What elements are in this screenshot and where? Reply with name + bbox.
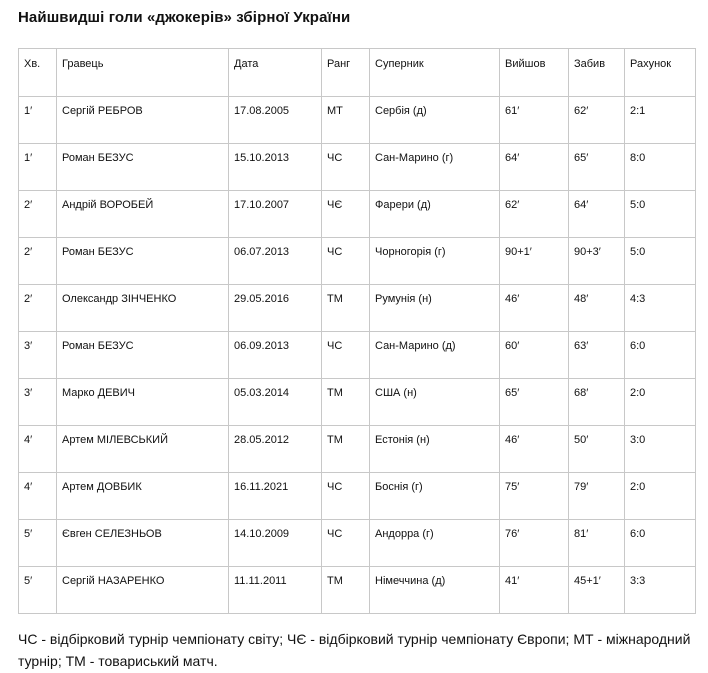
table-row xyxy=(19,191,696,238)
cell-rank: ЧС xyxy=(322,473,370,520)
cell-scored: 45+1′ xyxy=(569,567,625,614)
page-title: Найшвидші голи «джокерів» збірної України xyxy=(18,9,351,26)
cell-came-on: 60′ xyxy=(500,332,569,379)
cell-opponent: Сербія (д) xyxy=(370,97,500,144)
cell-player: Сергій РЕБРОВ xyxy=(57,97,229,144)
cell-minute: 2′ xyxy=(19,191,57,238)
cell-date: 14.10.2009 xyxy=(229,520,322,567)
cell-minute: 2′ xyxy=(19,285,57,332)
scorers-table xyxy=(18,48,696,614)
cell-opponent: Німеччина (д) xyxy=(370,567,500,614)
cell-rank: ЧС xyxy=(322,238,370,285)
cell-date: 17.10.2007 xyxy=(229,191,322,238)
cell-scored: 68′ xyxy=(569,379,625,426)
cell-player: Артем ДОВБИК xyxy=(57,473,229,520)
cell-minute: 2′ xyxy=(19,238,57,285)
header-score: Рахунок xyxy=(625,49,696,97)
cell-score: 5:0 xyxy=(625,238,696,285)
footnote: ЧС - відбірковий турнір чемпіонату світу; ЧЄ - відбірковий турнір чемпіонату Європи; МТ - міжнародний турнір; ТМ - товариський матч. xyxy=(18,631,691,669)
table-row xyxy=(19,238,696,285)
cell-player: Олександр ЗІНЧЕНКО xyxy=(57,285,229,332)
cell-rank: ТМ xyxy=(322,426,370,473)
cell-minute: 4′ xyxy=(19,426,57,473)
cell-came-on: 62′ xyxy=(500,191,569,238)
cell-player: Євген СЕЛЕЗНЬОВ xyxy=(57,520,229,567)
cell-scored: 48′ xyxy=(569,285,625,332)
cell-came-on: 46′ xyxy=(500,285,569,332)
cell-player: Сергій НАЗАРЕНКО xyxy=(57,567,229,614)
cell-minute: 3′ xyxy=(19,332,57,379)
cell-player: Андрій ВОРОБЕЙ xyxy=(57,191,229,238)
cell-rank: ЧС xyxy=(322,332,370,379)
cell-came-on: 41′ xyxy=(500,567,569,614)
cell-score: 5:0 xyxy=(625,191,696,238)
cell-minute: 1′ xyxy=(19,144,57,191)
table-row xyxy=(19,379,696,426)
cell-minute: 3′ xyxy=(19,379,57,426)
cell-minute: 1′ xyxy=(19,97,57,144)
cell-opponent: Румунія (н) xyxy=(370,285,500,332)
cell-opponent: Фарери (д) xyxy=(370,191,500,238)
cell-came-on: 90+1′ xyxy=(500,238,569,285)
cell-scored: 63′ xyxy=(569,332,625,379)
cell-date: 16.11.2021 xyxy=(229,473,322,520)
header-rank: Ранг xyxy=(322,49,370,97)
cell-rank: ТМ xyxy=(322,285,370,332)
cell-opponent: Сан-Марино (д) xyxy=(370,332,500,379)
table-row xyxy=(19,473,696,520)
cell-opponent: Естонія (н) xyxy=(370,426,500,473)
cell-minute: 5′ xyxy=(19,567,57,614)
cell-date: 28.05.2012 xyxy=(229,426,322,473)
cell-date: 11.11.2011 xyxy=(229,567,322,614)
cell-player: Роман БЕЗУС xyxy=(57,238,229,285)
cell-came-on: 46′ xyxy=(500,426,569,473)
header-came-on: Вийшов xyxy=(500,49,569,97)
cell-opponent: Андорра (г) xyxy=(370,520,500,567)
header-date: Дата xyxy=(229,49,322,97)
cell-rank: ЧЄ xyxy=(322,191,370,238)
cell-score: 6:0 xyxy=(625,332,696,379)
cell-score: 6:0 xyxy=(625,520,696,567)
cell-opponent: Сан-Марино (г) xyxy=(370,144,500,191)
cell-scored: 62′ xyxy=(569,97,625,144)
cell-minute: 5′ xyxy=(19,520,57,567)
table-row xyxy=(19,97,696,144)
cell-date: 06.09.2013 xyxy=(229,332,322,379)
table-body xyxy=(19,97,696,614)
cell-scored: 79′ xyxy=(569,473,625,520)
table-row xyxy=(19,520,696,567)
cell-minute: 4′ xyxy=(19,473,57,520)
cell-scored: 65′ xyxy=(569,144,625,191)
cell-scored: 64′ xyxy=(569,191,625,238)
cell-opponent: Чорногорія (г) xyxy=(370,238,500,285)
cell-score: 2:1 xyxy=(625,97,696,144)
cell-came-on: 61′ xyxy=(500,97,569,144)
cell-rank: ЧС xyxy=(322,144,370,191)
cell-came-on: 75′ xyxy=(500,473,569,520)
cell-date: 15.10.2013 xyxy=(229,144,322,191)
cell-score: 3:3 xyxy=(625,567,696,614)
table-container xyxy=(18,48,696,614)
cell-player: Артем МІЛЕВСЬКИЙ xyxy=(57,426,229,473)
cell-player: Роман БЕЗУС xyxy=(57,144,229,191)
cell-player: Роман БЕЗУС xyxy=(57,332,229,379)
table-row xyxy=(19,567,696,614)
cell-score: 3:0 xyxy=(625,426,696,473)
cell-rank: ТМ xyxy=(322,379,370,426)
cell-came-on: 65′ xyxy=(500,379,569,426)
cell-player: Марко ДЕВИЧ xyxy=(57,379,229,426)
header-player: Гравець xyxy=(57,49,229,97)
cell-date: 06.07.2013 xyxy=(229,238,322,285)
cell-rank: ЧС xyxy=(322,520,370,567)
cell-scored: 50′ xyxy=(569,426,625,473)
cell-score: 8:0 xyxy=(625,144,696,191)
header-scored: Забив xyxy=(569,49,625,97)
cell-opponent: Боснія (г) xyxy=(370,473,500,520)
table-row xyxy=(19,332,696,379)
cell-came-on: 64′ xyxy=(500,144,569,191)
header-minute: Хв. xyxy=(19,49,57,97)
table-row xyxy=(19,285,696,332)
cell-opponent: США (н) xyxy=(370,379,500,426)
cell-score: 2:0 xyxy=(625,379,696,426)
cell-scored: 90+3′ xyxy=(569,238,625,285)
cell-date: 17.08.2005 xyxy=(229,97,322,144)
cell-scored: 81′ xyxy=(569,520,625,567)
header-opponent: Суперник xyxy=(370,49,500,97)
cell-rank: МТ xyxy=(322,97,370,144)
table-header-row xyxy=(19,49,696,97)
cell-score: 4:3 xyxy=(625,285,696,332)
table-row xyxy=(19,426,696,473)
cell-date: 29.05.2016 xyxy=(229,285,322,332)
cell-rank: ТМ xyxy=(322,567,370,614)
table-row xyxy=(19,144,696,191)
cell-date: 05.03.2014 xyxy=(229,379,322,426)
cell-score: 2:0 xyxy=(625,473,696,520)
cell-came-on: 76′ xyxy=(500,520,569,567)
